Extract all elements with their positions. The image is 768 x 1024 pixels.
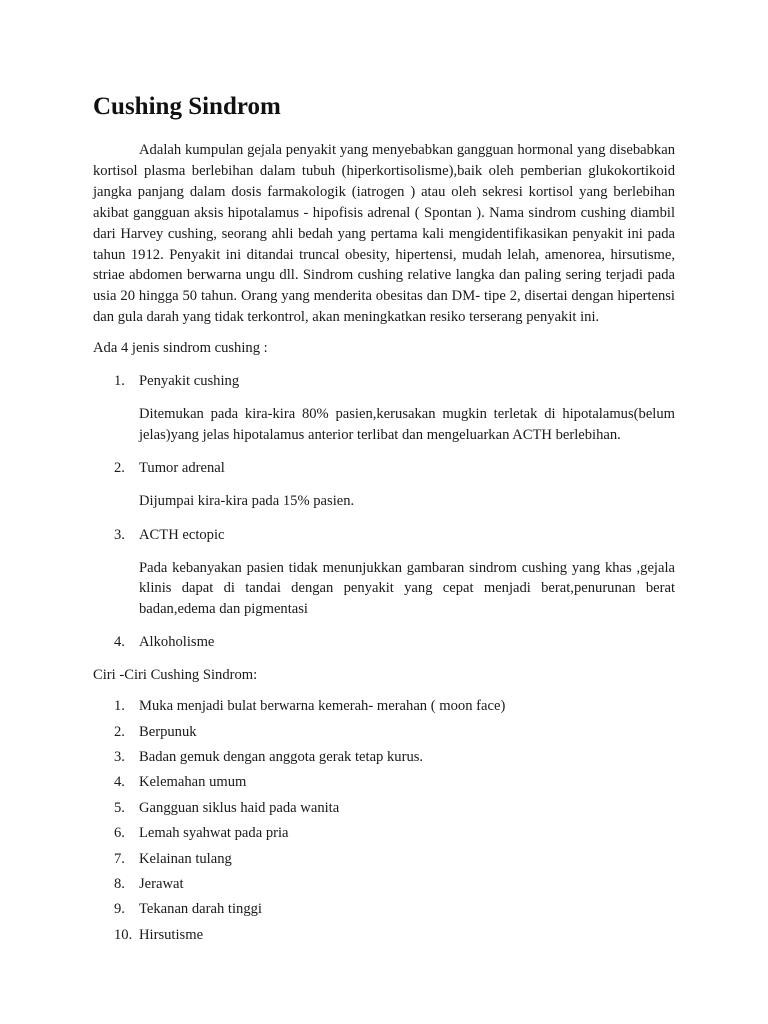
type-item-4 xyxy=(93,632,675,652)
sign-text: Muka menjadi bulat berwarna kemerah- merahan ( moon face) xyxy=(139,698,506,715)
sign-number: 5. xyxy=(114,799,125,816)
type-number: 1. xyxy=(114,373,125,390)
sign-item xyxy=(93,899,675,924)
sign-item xyxy=(93,722,675,747)
types-list xyxy=(93,371,675,652)
sign-number: 8. xyxy=(114,875,125,892)
sign-item xyxy=(93,798,675,823)
sign-text: Hirsutisme xyxy=(139,926,204,943)
sign-number: 1. xyxy=(114,698,125,715)
sign-item xyxy=(93,772,675,797)
sign-item xyxy=(93,849,675,874)
sign-text: Kelainan tulang xyxy=(139,850,232,867)
type-item-2 xyxy=(93,458,675,512)
types-heading: Ada 4 jenis sindrom cushing : xyxy=(93,340,268,357)
type-name: Penyakit cushing xyxy=(139,373,240,390)
sign-item xyxy=(93,925,675,950)
sign-number: 6. xyxy=(114,825,125,842)
sign-text: Jerawat xyxy=(139,875,184,892)
sign-item xyxy=(93,823,675,848)
sign-number: 3. xyxy=(114,748,125,765)
sign-number: 7. xyxy=(114,850,125,867)
sign-item xyxy=(93,747,675,772)
type-number: 2. xyxy=(114,460,125,477)
type-description: Dijumpai kira-kira pada 15% pasien. xyxy=(139,493,355,510)
sign-item xyxy=(93,874,675,899)
document-title: Cushing Sindrom xyxy=(93,93,281,120)
intro-paragraph: Adalah kumpulan gejala penyakit yang menyebabkan gangguan hormonal yang disebabkan kortisol plasma berlebihan dalam tubuh (hiperkortisolisme),baik oleh pemberian glukokortikoid jangka panjang dalam dosis farmakologik (iatrogen ) atau oleh sekresi kortisol yang berlebihan akibat gangguan aksis hipotalamus - hipofisis adrenal ( Spontan ). Nama sindrom cushing diambil dari Harvey cushing, seorang ahli bedah yang pertama kali mengidentifikasikan penyakit ini pada tahun 1912. Penyakit ini ditandai truncal obesity, hipertensi, mudah lelah, amenorea, hirsutisme, striae abdomen berwarna ungu dll. Sindrom cushing relative langka dan paling sering terjadi pada usia 20 hingga 50 tahun. Orang yang menderita obesitas dan DM- tipe 2, disertai dengan hipertensi dan gula darah yang tidak terkontrol, akan meningkatkan resiko terserang penyakit ini. xyxy=(93,142,675,326)
type-name: ACTH ectopic xyxy=(139,526,225,543)
sign-number: 9. xyxy=(114,901,125,918)
signs-heading: Ciri -Ciri Cushing Sindrom: xyxy=(93,667,258,684)
document-page xyxy=(93,92,675,950)
signs-list xyxy=(93,696,675,950)
type-description: Pada kebanyakan pasien tidak menunjukkan gambaran sindrom cushing yang khas ,gejala klinis dapat di tandai dengan penyakit yang cepat menjadi berat,penurunan berat badan,edema dan pigmentasi xyxy=(139,559,675,617)
type-number: 3. xyxy=(114,526,125,543)
sign-number: 10. xyxy=(114,926,133,943)
sign-text: Kelemahan umum xyxy=(139,774,247,791)
sign-number: 4. xyxy=(114,774,125,791)
type-item-1 xyxy=(93,371,675,445)
sign-text: Gangguan siklus haid pada wanita xyxy=(139,799,340,816)
sign-text: Tekanan darah tinggi xyxy=(139,901,262,918)
sign-text: Berpunuk xyxy=(139,723,197,740)
sign-number: 2. xyxy=(114,723,125,740)
type-item-3 xyxy=(93,525,675,620)
type-name: Alkoholisme xyxy=(139,634,215,651)
type-description: Ditemukan pada kira-kira 80% pasien,kerusakan mugkin terletak di hipotalamus(belum jelas)yang jelas hipotalamus anterior terlibat dan mengeluarkan ACTH berlebihan. xyxy=(139,406,675,443)
type-name: Tumor adrenal xyxy=(139,460,225,477)
sign-text: Lemah syahwat pada pria xyxy=(139,825,289,842)
type-number: 4. xyxy=(114,634,125,651)
sign-item xyxy=(93,696,675,721)
sign-text: Badan gemuk dengan anggota gerak tetap kurus. xyxy=(139,748,424,765)
